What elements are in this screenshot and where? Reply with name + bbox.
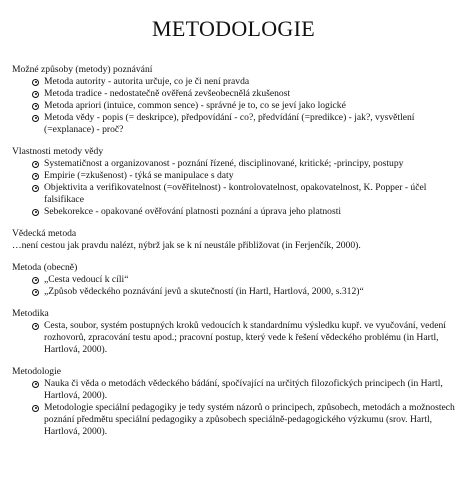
bullet-icon — [32, 209, 39, 216]
bullet-icon — [32, 289, 39, 296]
list-item-text: Metoda autority - autorita určuje, co je či není pravda — [44, 76, 250, 87]
list-item-text: Systematičnost a organizovanost - poznání řízené, disciplinované, kritické; -principy, postupy — [44, 158, 404, 169]
list-item-text: Metoda tradice - nedostatečně ověřená zevšeobecnělá zkušenost — [44, 88, 291, 99]
bullet-icon — [32, 173, 39, 180]
section-text: …není cestou jak pravdu nalézt, nýbrž jak se k ní neustále přibližovat (in Ferjenčík, 2000). — [12, 240, 361, 251]
section-heading: Možné způsoby (metody) poznávání — [12, 64, 153, 75]
bullet-list — [12, 76, 460, 136]
bullet-icon — [32, 91, 39, 98]
list-item-text: Metoda apriori (intuice, common sence) - správné je to, co se jeví jako logické — [44, 100, 346, 111]
list-item — [32, 182, 460, 206]
list-item — [32, 158, 460, 170]
list-item-text: Metoda vědy - popis (= deskripce), předpovídání - co?, předvídání (=predikce) - jak?, vysvětlení (=explanace) - proč? — [44, 112, 415, 135]
list-item — [32, 100, 460, 112]
list-item — [32, 286, 460, 298]
section-heading: Metoda (obecně) — [12, 262, 78, 273]
section-methodics — [12, 308, 460, 356]
section-ways-of-knowing — [12, 64, 460, 136]
list-item-text: Sebekorekce - opakované ověřování platnosti poznání a úprava jeho platnosti — [44, 206, 342, 217]
list-item — [32, 206, 460, 218]
bullet-icon — [32, 103, 39, 110]
bullet-icon — [32, 161, 39, 168]
section-heading: Metodika — [12, 308, 49, 319]
bullet-icon — [32, 381, 39, 388]
list-item — [32, 378, 460, 402]
list-item — [32, 88, 460, 100]
list-item — [32, 320, 460, 356]
bullet-list — [12, 320, 460, 356]
list-item — [32, 274, 460, 286]
list-item-text: Empirie (=zkušenost) - týká se manipulace s daty — [44, 170, 234, 181]
section-heading: Vědecká metoda — [12, 228, 77, 239]
section-scientific-method — [12, 228, 460, 252]
list-item-text: Nauka či věda o metodách vědeckého bádání, spočívající na určitých filozofických principech (in Hartl, Hartlová, 2000). — [44, 378, 443, 401]
list-item-text: „Způsob vědeckého poznávání jevů a skutečností (in Hartl, Hartlová, 2000, s.312)“ — [44, 286, 364, 297]
list-item-text: Cesta, soubor, systém postupných kroků vedoucích k standardnímu výsledku kupř. ve vyučování, vedení rozhovorů, zpracování testu apod.; pracovní postup, který vede k řešení vědeckého problému (in Hartl, Hartlová, 2000). — [44, 320, 446, 355]
section-methodology — [12, 366, 460, 438]
bullet-icon — [32, 323, 39, 330]
list-item — [32, 402, 460, 438]
list-item — [32, 112, 460, 136]
bullet-icon — [32, 79, 39, 86]
bullet-icon — [32, 185, 39, 192]
bullet-list — [12, 158, 460, 218]
section-heading: Vlastnosti metody vědy — [12, 146, 104, 157]
section-method-general — [12, 262, 460, 298]
bullet-icon — [32, 405, 39, 412]
bullet-icon — [32, 277, 39, 284]
list-item-text: „Cesta vedoucí k cíli“ — [44, 274, 129, 285]
bullet-list — [12, 378, 460, 438]
list-item — [32, 170, 460, 182]
list-item-text: Objektivita a verifikovatelnost (=ověřitelnost) - kontrolovatelnost, opakovatelnost, K. Popper - účel falsifikace — [44, 182, 427, 205]
bullet-icon — [32, 115, 39, 122]
page-title: METODOLOGIE — [152, 16, 315, 41]
section-heading: Metodologie — [12, 366, 62, 377]
list-item-text: Metodologie speciální pedagogiky je tedy systém názorů o principech, způsobech, metodách a možnostech poznání předmětu speciální pedagogiky a způsobech speciálně-pedagogického výzkumu (srov. Hartl, Hartlová, 2000). — [44, 402, 455, 437]
bullet-list — [12, 274, 460, 298]
content-body — [12, 64, 460, 448]
section-properties-of-science — [12, 146, 460, 218]
list-item — [32, 76, 460, 88]
